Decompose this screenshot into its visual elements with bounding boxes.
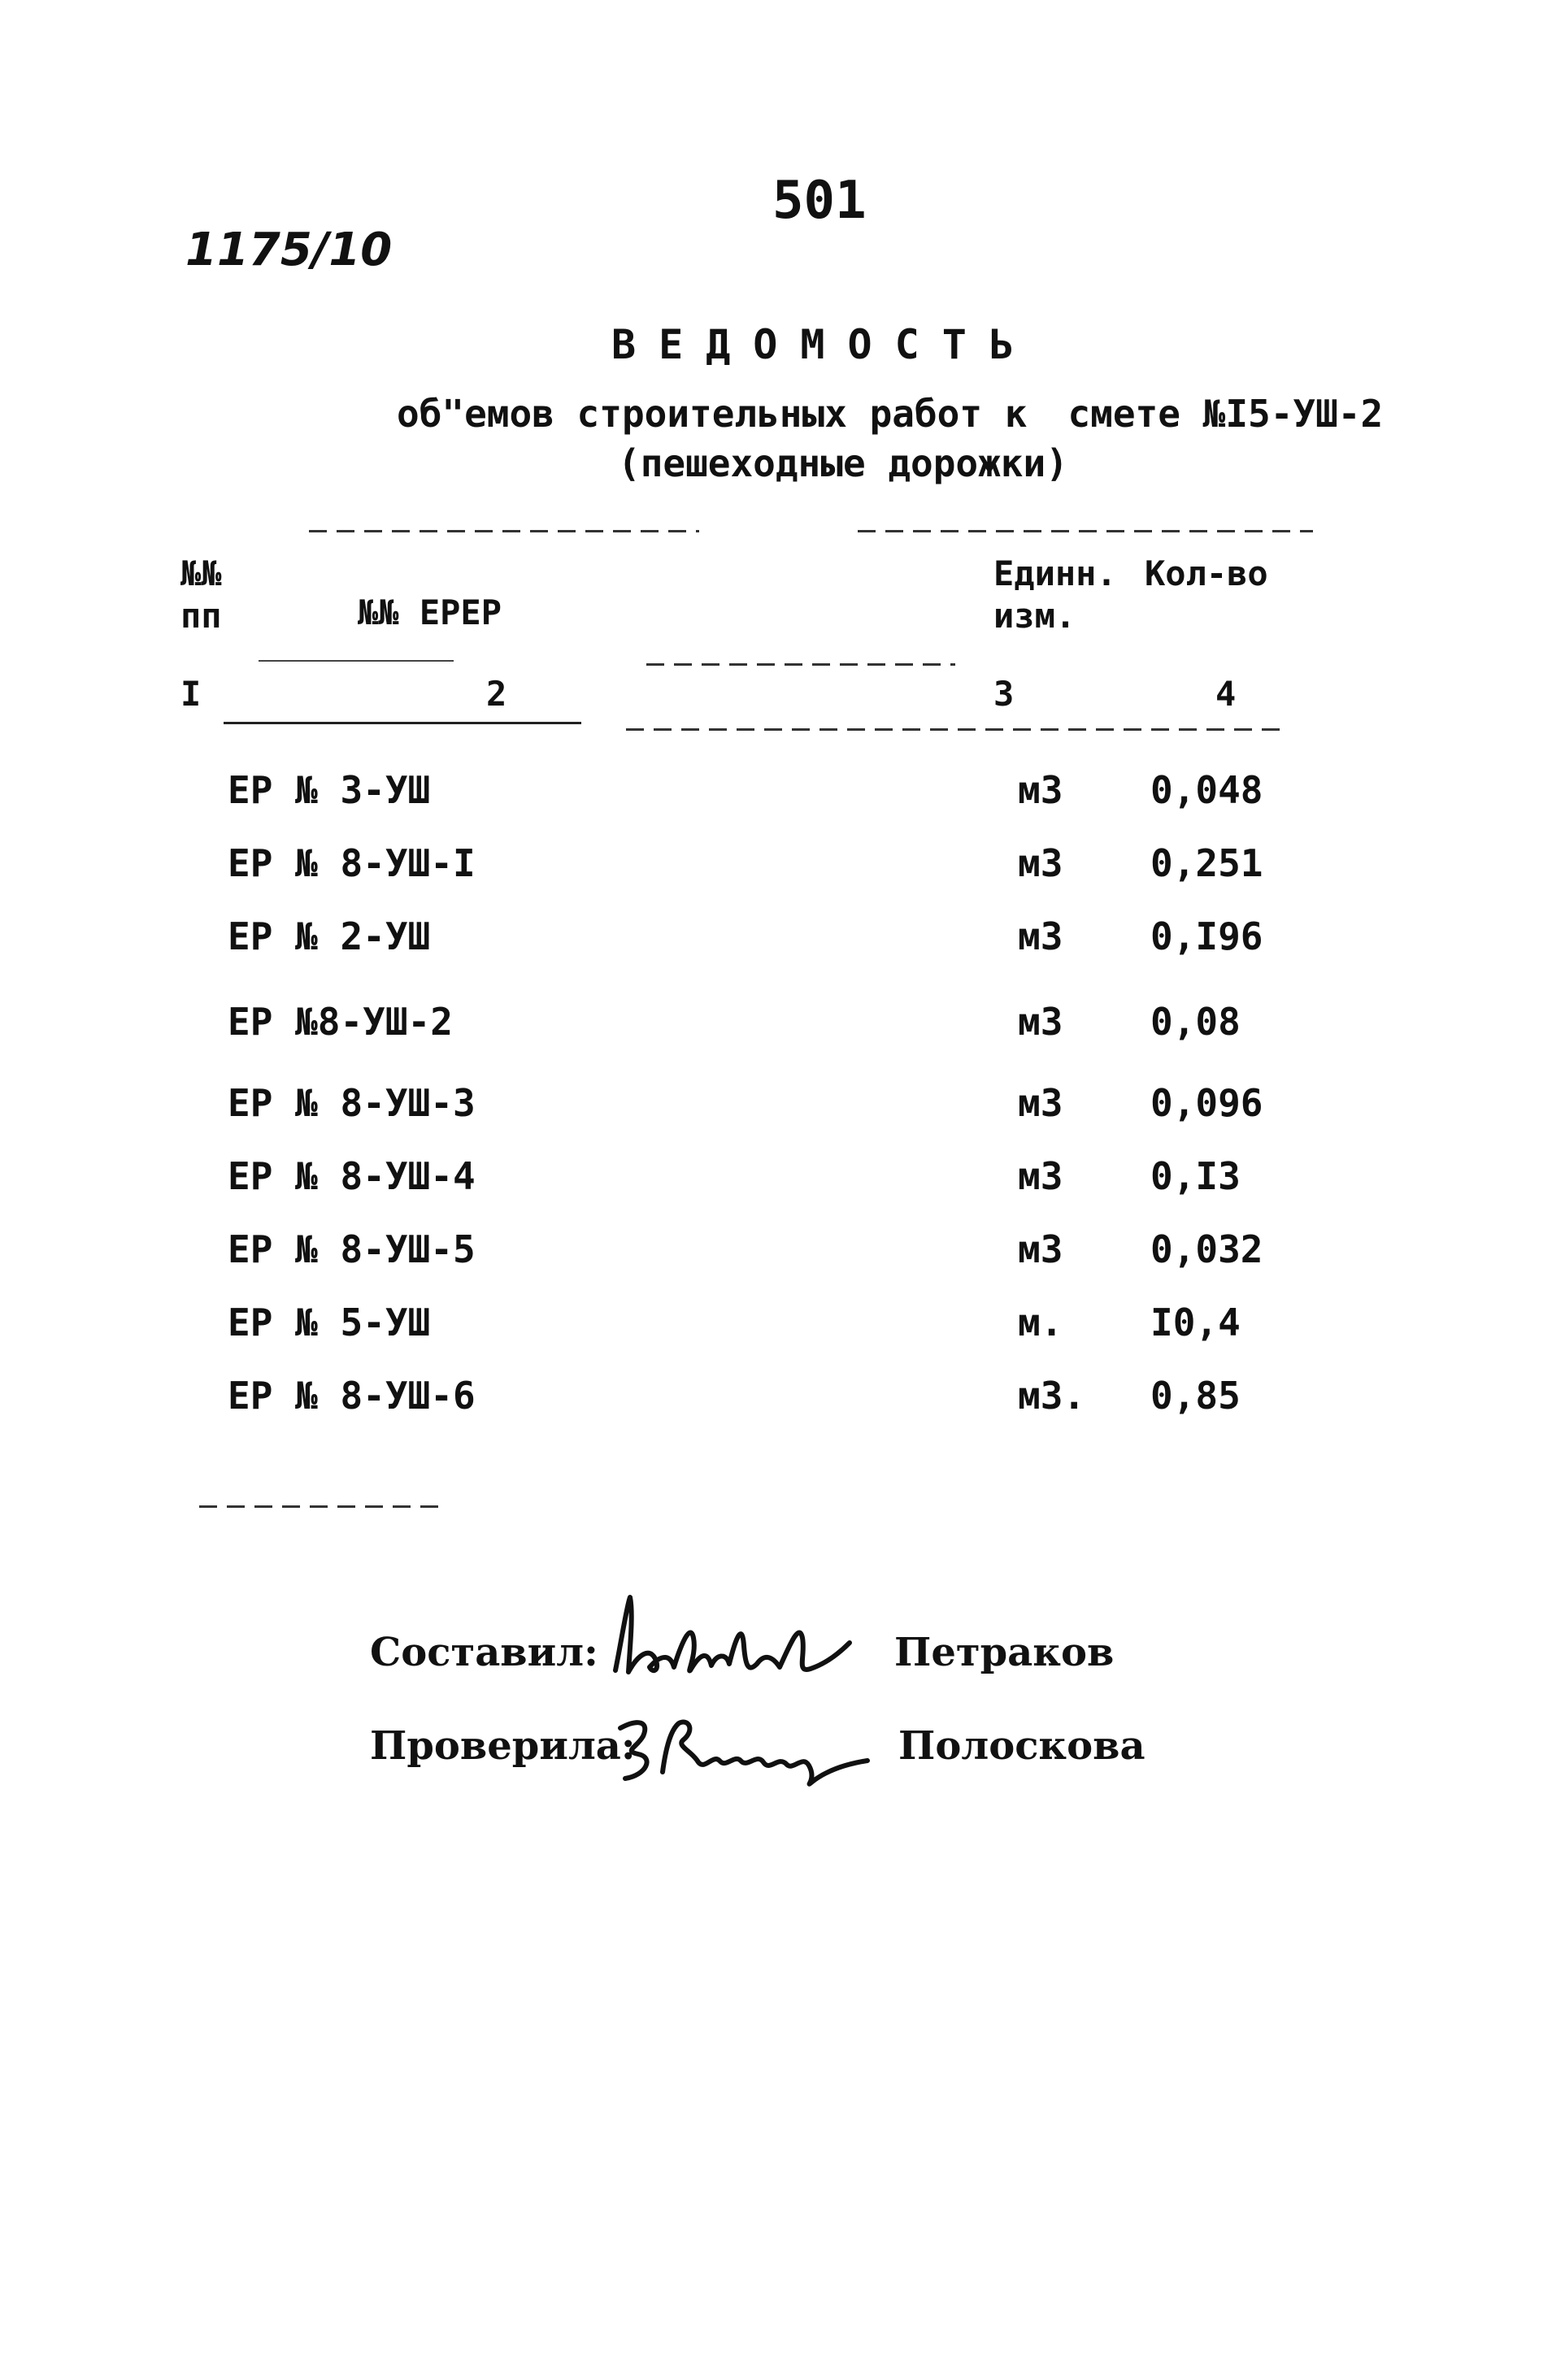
table-row <box>0 1081 1565 1138</box>
row-unit: м3 <box>1018 914 1063 958</box>
checked-by-signature <box>614 1707 874 1796</box>
document-title: ВЕДОМОСТЬ <box>611 321 1037 368</box>
checked-by-label: Проверила: <box>370 1723 636 1769</box>
header-col4: Кол-во <box>1145 554 1268 593</box>
row-unit: м3 <box>1018 1081 1063 1125</box>
column-number-rule <box>224 722 581 724</box>
row-unit: м. <box>1018 1301 1063 1344</box>
header-col1-line1: №№ <box>180 554 222 593</box>
header-col2: №№ ЕРЕР <box>358 593 502 632</box>
row-unit: м3. <box>1018 1374 1086 1418</box>
compiled-by-name: Петраков <box>894 1630 1115 1675</box>
table-row <box>0 841 1565 898</box>
row-code: ЕР № 8-УШ-4 <box>228 1154 476 1198</box>
row-code: ЕР № 5-УШ <box>228 1301 431 1344</box>
header-mid-rule <box>259 660 454 662</box>
row-qty: 0,08 <box>1150 1000 1241 1044</box>
row-code: ЕР № 8-УШ-5 <box>228 1227 476 1271</box>
column-number-1: I <box>180 674 202 714</box>
table-row <box>0 1374 1565 1431</box>
header-top-rule <box>309 530 699 532</box>
row-unit: м3 <box>1018 1000 1063 1044</box>
table-row <box>0 768 1565 825</box>
table-row <box>0 1227 1565 1284</box>
row-unit: м3 <box>1018 768 1063 812</box>
subtitle-part-b: смете №I5-УШ-2 <box>1067 392 1384 436</box>
subtitle-part-a: об"емов строительных работ к <box>397 392 1028 436</box>
row-code: ЕР № 8-УШ-I <box>228 841 476 885</box>
table-row <box>0 1000 1565 1057</box>
table-row <box>0 1154 1565 1211</box>
table-bottom-rule <box>199 1505 439 1508</box>
row-qty: 0,85 <box>1150 1374 1241 1418</box>
document-subtitle-line1 <box>397 392 1383 436</box>
table-row <box>0 1301 1565 1357</box>
row-code: ЕР № 8-УШ-6 <box>228 1374 476 1418</box>
row-code: ЕР № 2-УШ <box>228 914 431 958</box>
row-code: ЕР № 3-УШ <box>228 768 431 812</box>
compiled-by-signature <box>606 1589 874 1687</box>
archive-reference: 1175/10 <box>185 224 393 276</box>
row-unit: м3 <box>1018 841 1063 885</box>
header-top-rule-right <box>858 530 1313 532</box>
checked-by-name: Полоскова <box>898 1723 1145 1769</box>
compiled-by-label: Составил: <box>370 1630 598 1675</box>
row-code: ЕР №8-УШ-2 <box>228 1000 453 1044</box>
column-number-4: 4 <box>1215 674 1237 714</box>
header-col3 <box>993 553 1117 637</box>
row-qty: 0,251 <box>1150 841 1263 885</box>
row-qty: 0,048 <box>1150 768 1263 812</box>
row-unit: м3 <box>1018 1227 1063 1271</box>
row-code: ЕР № 8-УШ-3 <box>228 1081 476 1125</box>
row-qty: 0,032 <box>1150 1227 1263 1271</box>
row-qty: 0,096 <box>1150 1081 1263 1125</box>
row-unit: м3 <box>1018 1154 1063 1198</box>
row-qty: 0,I3 <box>1150 1154 1241 1198</box>
document-subtitle-line2: (пешеходные дорожки) <box>618 441 1068 485</box>
row-qty: I0,4 <box>1150 1301 1241 1344</box>
column-number-2: 2 <box>486 674 507 714</box>
header-mid-rule-right <box>646 663 955 666</box>
column-number-rule-right <box>626 728 1285 731</box>
page-number: 501 <box>772 171 867 231</box>
header-col1-line2: пп <box>180 596 222 636</box>
header-col3-line1: Единн. <box>993 554 1117 593</box>
row-qty: 0,I96 <box>1150 914 1263 958</box>
column-number-3: 3 <box>993 674 1015 714</box>
table-row <box>0 914 1565 971</box>
header-col1 <box>180 553 222 637</box>
header-col3-line2: изм. <box>993 596 1076 636</box>
